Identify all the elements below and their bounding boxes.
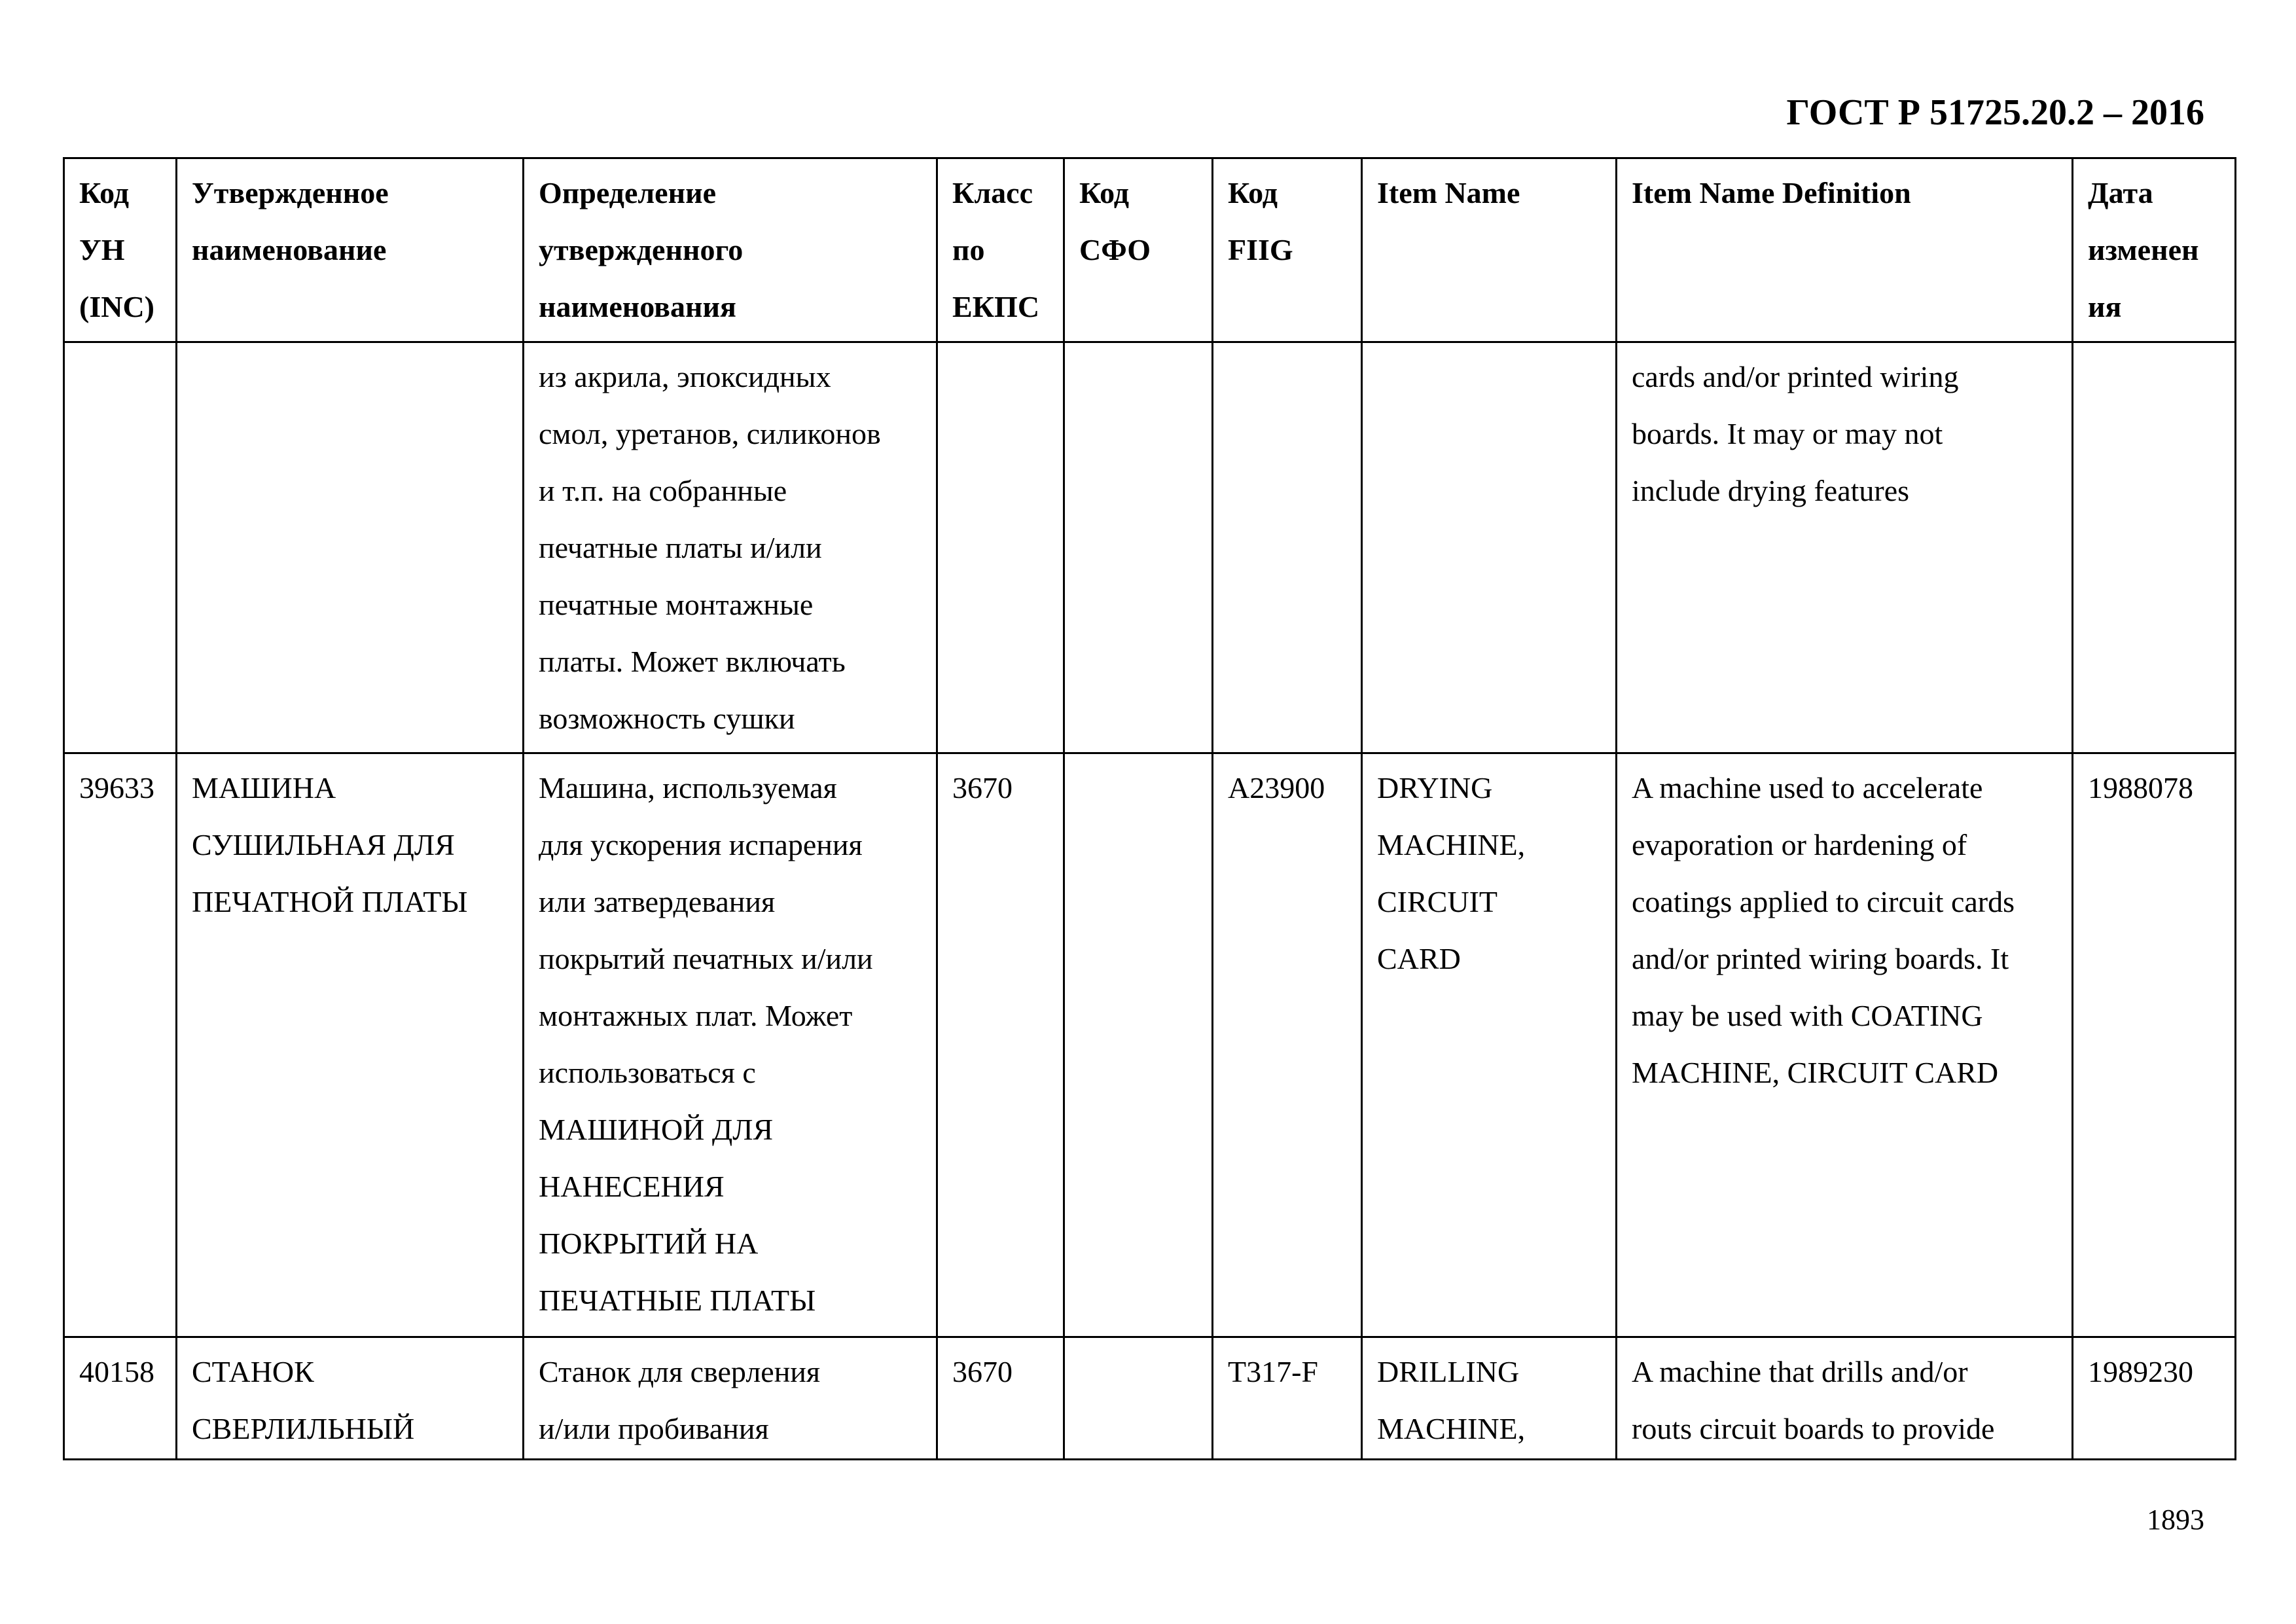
cell-line: ия — [2088, 290, 2122, 323]
page-number: 1893 — [2147, 1504, 2204, 1536]
cell-line: ЕКПС — [952, 290, 1040, 323]
cell-item-name-definition — [1617, 342, 2073, 753]
cell-line: монтажных плат. Может — [539, 999, 853, 1032]
cell-definition-ru — [524, 342, 937, 753]
cell-line: 3670 — [952, 1355, 1013, 1388]
cell-line: 1988078 — [2088, 771, 2193, 804]
cell-fiig-code — [1213, 1337, 1362, 1460]
cell-line: A machine used to accelerate — [1632, 771, 1983, 804]
cell-line: Дата — [2088, 176, 2153, 209]
cell-line: ПЕЧАТНЫЕ ПЛАТЫ — [539, 1284, 816, 1317]
cell-line: Код — [79, 176, 130, 209]
cell-inc — [64, 753, 177, 1337]
cell-line: Машина, используемая — [539, 771, 837, 804]
cell-line: include drying features — [1632, 474, 1910, 507]
header-approved-name — [177, 158, 524, 342]
cell-line: возможность сушки — [539, 702, 795, 735]
cell-line: routs circuit boards to provide — [1632, 1412, 1995, 1445]
cell-change-date — [2073, 1337, 2236, 1460]
cell-line: Класс — [952, 176, 1033, 209]
cell-inc — [64, 1337, 177, 1460]
cell-line: CARD — [1377, 942, 1461, 975]
document-standard-header: ГОСТ Р 51725.20.2 – 2016 — [1786, 92, 2204, 133]
cell-line: МАШИНА — [192, 771, 336, 804]
cell-line: MACHINE, — [1377, 1412, 1526, 1445]
cell-line: НАНЕСЕНИЯ — [539, 1170, 725, 1203]
cell-line: may be used with COATING — [1632, 999, 1983, 1032]
cell-line: или затвердевания — [539, 885, 776, 918]
cell-approved-name — [177, 753, 524, 1337]
cell-line: смол, уретанов, силиконов — [539, 417, 881, 450]
cell-line: evaporation or hardening of — [1632, 828, 1967, 861]
cell-line: ПЕЧАТНОЙ ПЛАТЫ — [192, 885, 468, 918]
cell-line: T317-F — [1228, 1355, 1318, 1388]
cell-line: A23900 — [1228, 771, 1325, 804]
cell-line: Item Name — [1377, 176, 1520, 209]
cell-line: MACHINE, — [1377, 828, 1526, 861]
cell-approved-name — [177, 1337, 524, 1460]
cell-line: FIIG — [1228, 233, 1293, 266]
cell-definition-ru — [524, 1337, 937, 1460]
cell-inc — [64, 342, 177, 753]
cell-line: и/или пробивания — [539, 1412, 769, 1445]
cell-line: 39633 — [79, 771, 154, 804]
cell-line: для ускорения испарения — [539, 828, 863, 861]
cell-line: Код — [1079, 176, 1130, 209]
cell-line: печатные монтажные — [539, 588, 814, 621]
header-item-name — [1362, 158, 1617, 342]
table-row — [64, 1337, 2236, 1460]
cell-line: and/or printed wiring boards. It — [1632, 942, 2009, 975]
cell-item-name-definition — [1617, 753, 2073, 1337]
table-row — [64, 753, 2236, 1337]
cell-line: использоваться с — [539, 1056, 756, 1089]
cell-line: coatings applied to circuit cards — [1632, 885, 2015, 918]
cell-definition-ru — [524, 753, 937, 1337]
cell-line: Код — [1228, 176, 1278, 209]
cell-approved-name — [177, 342, 524, 753]
cell-item-name — [1362, 1337, 1617, 1460]
cell-sfo-code — [1064, 342, 1213, 753]
cell-item-name-definition — [1617, 1337, 2073, 1460]
cell-ekps-class — [937, 753, 1064, 1337]
cell-change-date — [2073, 342, 2236, 753]
cell-line: ПОКРЫТИЙ НА — [539, 1227, 759, 1260]
cell-fiig-code — [1213, 342, 1362, 753]
cell-line: изменен — [2088, 233, 2199, 266]
cell-line: DRYING — [1377, 771, 1493, 804]
header-fiig-code — [1213, 158, 1362, 342]
cell-line: по — [952, 233, 985, 266]
cell-line: СВЕРЛИЛЬНЫЙ — [192, 1412, 415, 1445]
cell-line: СФО — [1079, 233, 1151, 266]
header-change-date — [2073, 158, 2236, 342]
header-definition-ru — [524, 158, 937, 342]
cell-fiig-code — [1213, 753, 1362, 1337]
cell-line: 3670 — [952, 771, 1013, 804]
cell-line: Станок для сверления — [539, 1355, 821, 1388]
header-ekps-class — [937, 158, 1064, 342]
cell-line: наименование — [192, 233, 387, 266]
table-header-row — [64, 158, 2236, 342]
cell-line: Утвержденное — [192, 176, 389, 209]
cell-line: покрытий печатных и/или — [539, 942, 873, 975]
cell-line: СТАНОК — [192, 1355, 314, 1388]
cell-line: 1989230 — [2088, 1355, 2193, 1388]
cell-line: печатные платы и/или — [539, 531, 822, 564]
nomenclature-table — [63, 157, 2236, 1460]
cell-line: A machine that drills and/or — [1632, 1355, 1968, 1388]
cell-line: МАШИНОЙ ДЛЯ — [539, 1113, 774, 1146]
cell-line: из акрила, эпоксидных — [539, 360, 831, 393]
cell-ekps-class — [937, 1337, 1064, 1460]
cell-line: boards. It may or may not — [1632, 417, 1943, 450]
cell-line: платы. Может включать — [539, 645, 846, 678]
cell-line: (INC) — [79, 290, 154, 323]
cell-item-name — [1362, 753, 1617, 1337]
header-inc — [64, 158, 177, 342]
cell-sfo-code — [1064, 753, 1213, 1337]
cell-line: MACHINE, CIRCUIT CARD — [1632, 1056, 1999, 1089]
cell-line: Определение — [539, 176, 717, 209]
cell-line: DRILLING — [1377, 1355, 1520, 1388]
table-row — [64, 342, 2236, 753]
header-item-name-definition — [1617, 158, 2073, 342]
cell-line: 40158 — [79, 1355, 154, 1388]
cell-change-date — [2073, 753, 2236, 1337]
header-sfo-code — [1064, 158, 1213, 342]
cell-line: и т.п. на собранные — [539, 474, 787, 507]
cell-ekps-class — [937, 342, 1064, 753]
cell-sfo-code — [1064, 1337, 1213, 1460]
cell-item-name — [1362, 342, 1617, 753]
cell-line: cards and/or printed wiring — [1632, 360, 1959, 393]
cell-line: Item Name Definition — [1632, 176, 1911, 209]
cell-line: наименования — [539, 290, 736, 323]
cell-line: утвержденного — [539, 233, 744, 266]
cell-line: УН — [79, 233, 125, 266]
cell-line: CIRCUIT — [1377, 885, 1498, 918]
cell-line: СУШИЛЬНАЯ ДЛЯ — [192, 828, 455, 861]
